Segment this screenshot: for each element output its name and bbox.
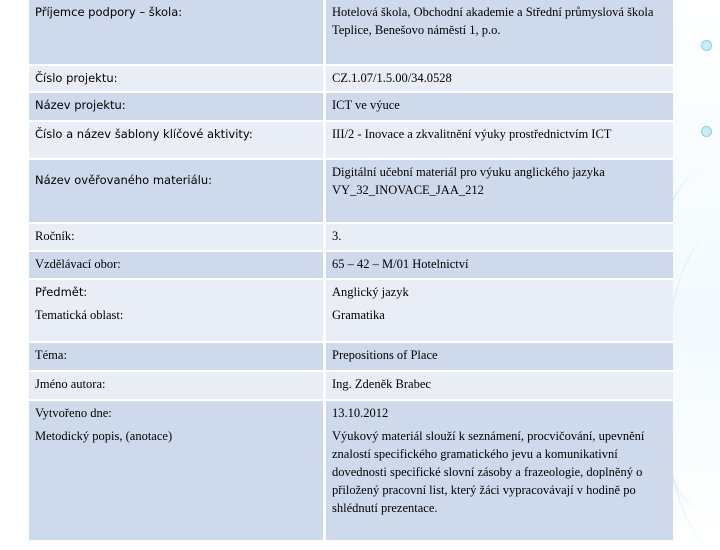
row-value-project-number: CZ.1.07/1.5.00/34.0528: [326, 66, 673, 93]
table-row: [29, 343, 673, 372]
table-row: [29, 372, 673, 401]
row-label-field: Vzdělávací obor:: [29, 252, 326, 280]
row-label-project-name: Název projektu:: [29, 93, 326, 122]
table-row: [29, 0, 673, 66]
row-label-project-number: Číslo projektu:: [29, 66, 326, 93]
slide-decoration: [672, 0, 720, 540]
row-value-grade: 3.: [326, 224, 673, 252]
table-row: [29, 66, 673, 93]
table-row: [29, 93, 673, 122]
row-value-thematic-area: Gramatika: [326, 303, 673, 343]
table-row: [29, 280, 673, 303]
row-value-template: III/2 - Inovace a zkvalitnění výuky prostřednictvím ICT: [326, 122, 673, 160]
table-row: [29, 122, 673, 160]
table-row: [29, 252, 673, 280]
project-info-table: [29, 0, 673, 540]
row-value-field: 65 – 42 – M/01 Hotelnictví: [326, 252, 673, 280]
row-value-project-name: ICT ve výuce: [326, 93, 673, 122]
row-label-topic: Téma:: [29, 343, 326, 372]
row-value-created: 13.10.2012: [326, 401, 673, 424]
table-row: [29, 401, 673, 424]
row-label-recipient: Příjemce podpory – škola:: [29, 0, 326, 66]
table-row: [29, 224, 673, 252]
table-row: [29, 424, 673, 540]
row-value-recipient: Hotelová škola, Obchodní akademie a Střední průmyslová škola Teplice, Benešovo náměstí 1, p.o.: [326, 0, 673, 66]
decorative-bullet-icon: [701, 126, 712, 137]
row-value-topic: Prepositions of Place: [326, 343, 673, 372]
row-label-annotation: Metodický popis, (anotace): [29, 424, 326, 540]
row-label-author: Jméno autora:: [29, 372, 326, 401]
table-row: [29, 303, 673, 343]
decorative-bullet-icon: [701, 40, 712, 51]
row-label-grade: Ročník:: [29, 224, 326, 252]
row-value-material: Digitální učební materiál pro výuku anglického jazyka VY_32_INOVACE_JAA_212: [326, 160, 673, 224]
table-row: [29, 160, 673, 224]
row-label-thematic-area: Tematická oblast:: [29, 303, 326, 343]
row-label-template: Číslo a název šablony klíčové aktivity:: [29, 122, 326, 160]
row-value-subject: Anglický jazyk: [326, 280, 673, 303]
row-label-created: Vytvořeno dne:: [29, 401, 326, 424]
row-value-annotation: Výukový materiál slouží k seznámení, procvičování, upevnění znalostí specifického gramatického jevu a komunikativní dovednosti specifické slovní zásoby a frazeologie, doplněný o přiložený pracovní list, který žáci vypracovávají v hodině po shlédnutí prezentace.: [326, 424, 673, 540]
row-value-author: Ing. Zdeněk Brabec: [326, 372, 673, 401]
row-label-subject: Předmět:: [29, 280, 326, 303]
row-label-material: Název ověřovaného materiálu:: [29, 160, 326, 224]
